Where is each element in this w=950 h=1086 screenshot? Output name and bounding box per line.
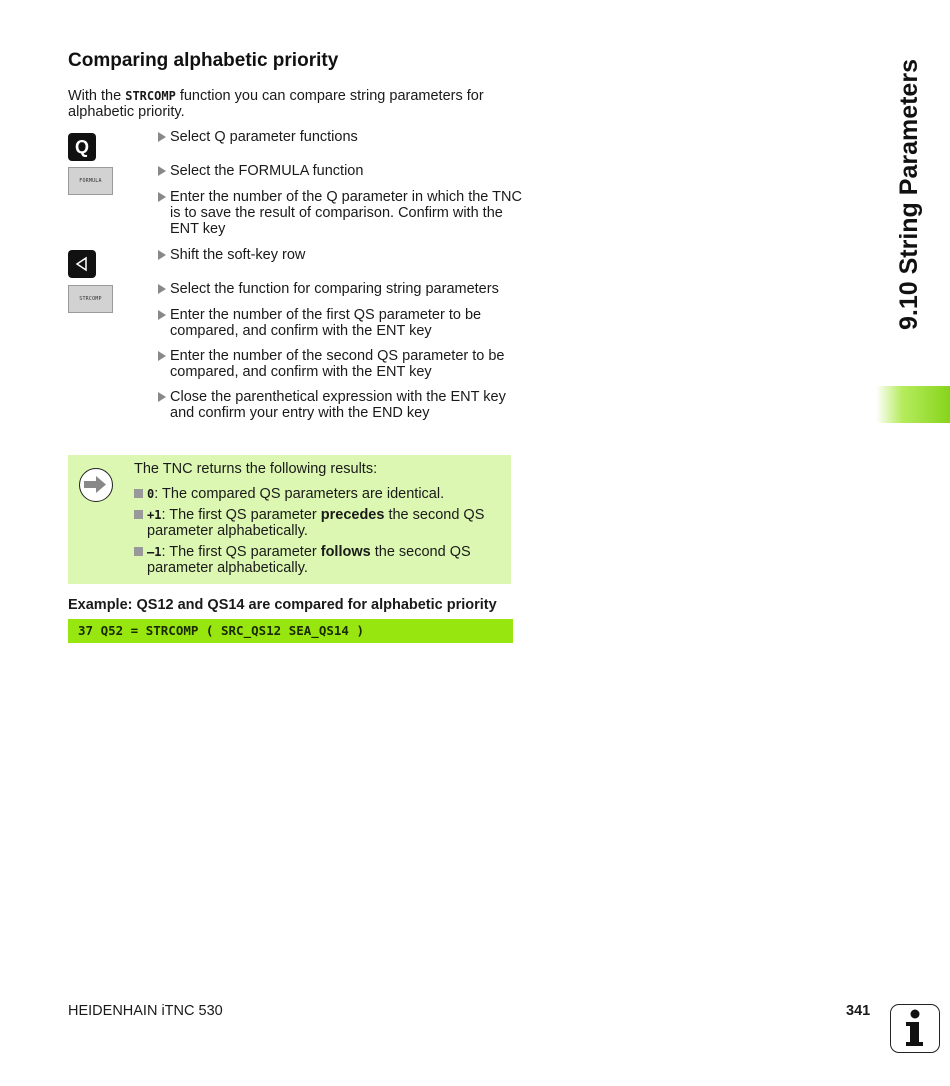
result-value: +1: [147, 508, 162, 522]
bullet-square-icon: [134, 547, 143, 556]
step-item: Enter the number of the second QS parameter to be compared, and confirm with the ENT key: [158, 348, 522, 380]
step-item: Enter the number of the Q parameter in which the TNC is to save the result of comparison. Confirm with the ENT key: [158, 189, 522, 237]
arrow-right-icon: [79, 468, 113, 502]
q-key-label: Q: [74, 136, 89, 157]
step-arrow-icon: [158, 351, 166, 361]
result-value: 0: [147, 487, 155, 501]
q-key-icon: [68, 133, 96, 161]
step-item: Select Q parameter functions: [158, 129, 522, 145]
step-arrow-icon: [158, 310, 166, 320]
step-arrow-icon: [158, 166, 166, 176]
strcomp-softkey-icon: [68, 285, 113, 313]
code-line: 37 Q52 = STRCOMP ( SRC_QS12 SEA_QS14 ): [78, 623, 364, 638]
info-icon: [890, 1004, 940, 1053]
step-arrow-icon: [158, 132, 166, 142]
chapter-tab-marker: [876, 386, 950, 423]
step-item: Close the parenthetical expression with the ENT key and confirm your entry with the END key: [158, 389, 522, 421]
code-block: [68, 619, 513, 643]
intro-paragraph: [68, 88, 508, 120]
intro-code: STRCOMP: [125, 89, 176, 103]
step-item: Enter the number of the first QS parameter to be compared, and confirm with the ENT key: [158, 307, 522, 339]
page-number: 341: [846, 1003, 871, 1019]
left-triangle-icon: [68, 250, 96, 278]
bullet-square-icon: [134, 489, 143, 498]
formula-softkey-label: FORMULA: [79, 178, 102, 184]
bullet-square-icon: [134, 510, 143, 519]
step-arrow-icon: [158, 392, 166, 402]
result-item: 0: The compared QS parameters are identical.: [134, 486, 517, 502]
intro-text-before: With the: [68, 88, 126, 104]
step-arrow-icon: [158, 250, 166, 260]
result-item: –1: The first QS parameter follows the second QS parameter alphabetically.: [134, 544, 517, 576]
result-item: +1: The first QS parameter precedes the second QS parameter alphabetically.: [134, 507, 517, 539]
formula-softkey-icon: [68, 167, 113, 195]
intro-text-after: function you can compare string parameters for alphabetic priority.: [68, 88, 484, 120]
section-title: Comparing alphabetic priority: [68, 50, 339, 71]
step-arrow-icon: [158, 192, 166, 202]
chapter-side-title: 9.10 String Parameters: [895, 59, 923, 330]
step-arrow-icon: [158, 284, 166, 294]
example-title: Example: QS12 and QS14 are compared for alphabetic priority: [68, 597, 497, 613]
footer-product: HEIDENHAIN iTNC 530: [68, 1003, 223, 1019]
result-value: –1: [147, 545, 162, 559]
note-heading: The TNC returns the following results:: [134, 461, 378, 477]
step-item: Select the function for comparing string parameters: [158, 281, 522, 297]
step-item: Select the FORMULA function: [158, 163, 522, 179]
strcomp-softkey-label: STRCOMP: [79, 296, 102, 302]
step-item: Shift the soft-key row: [158, 247, 522, 263]
